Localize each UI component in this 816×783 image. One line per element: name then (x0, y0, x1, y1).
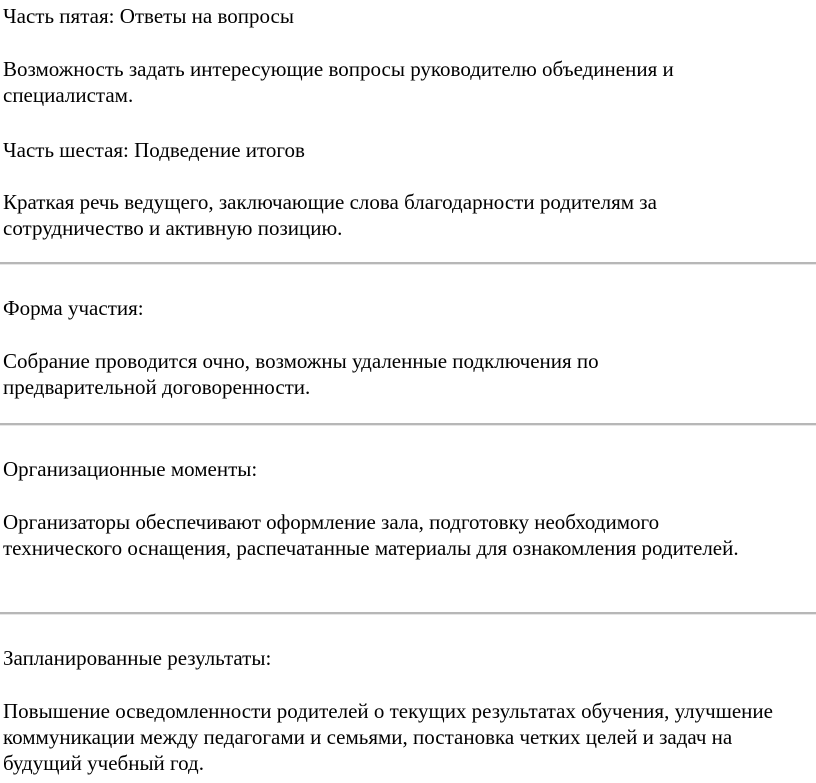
horizontal-divider (0, 612, 816, 615)
section-heading-organizational-notes: Организационные моменты: (3, 457, 258, 481)
section-body-part-five: Возможность задать интересующие вопросы руководителю объединения и специалистам. (3, 57, 674, 107)
section-body-planned-results: Повышение осведомленности родителей о текущих результатах обучения, улучшение коммуникации между педагогами и семьями, постановка четких целей и задач на будущий учебный год. (3, 699, 773, 775)
section-body-organizational-notes: Организаторы обеспечивают оформление зала, подготовку необходимого технического оснащения, распечатанные материалы для ознакомления родителей. (3, 510, 739, 560)
section-body-participation-form: Собрание проводится очно, возможны удаленные подключения по предварительной договоренности. (3, 349, 599, 399)
section-heading-part-six: Часть шестая: Подведение итогов (3, 138, 305, 162)
section-heading-planned-results: Запланированные результаты: (3, 646, 272, 670)
section-body-part-six: Краткая речь ведущего, заключающие слова благодарности родителям за сотрудничество и активную позицию. (3, 190, 657, 240)
horizontal-divider (0, 262, 816, 265)
section-heading-part-five: Часть пятая: Ответы на вопросы (3, 4, 294, 28)
horizontal-divider (0, 423, 816, 426)
section-heading-participation-form: Форма участия: (3, 296, 144, 320)
